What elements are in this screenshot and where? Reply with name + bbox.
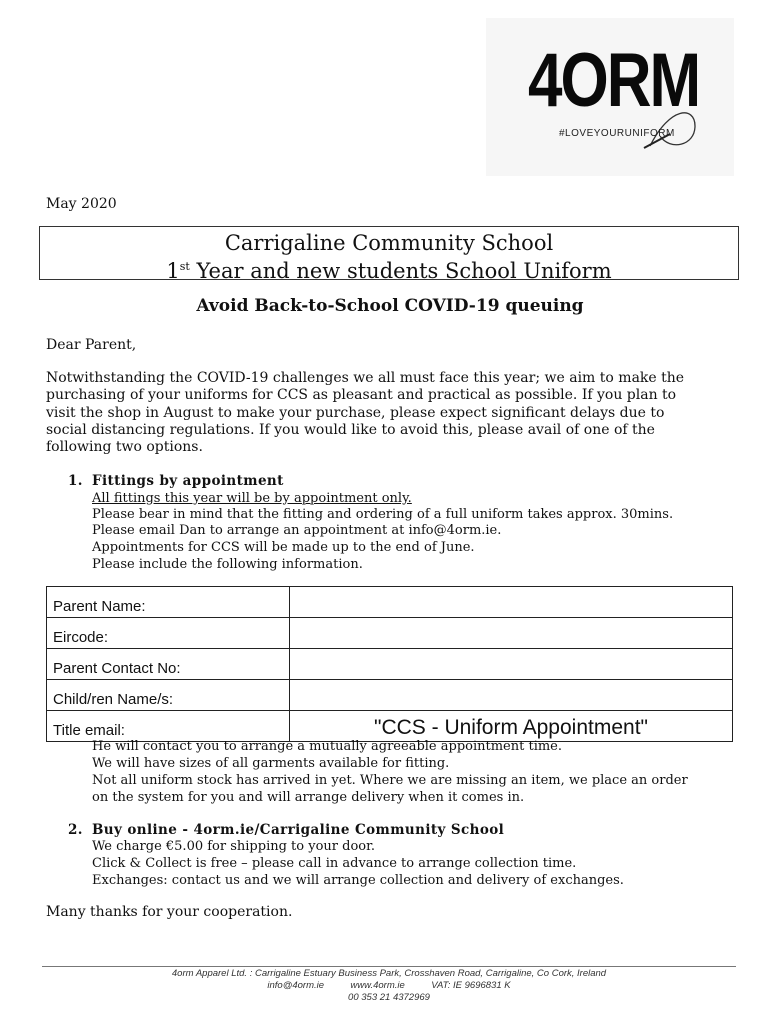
brand-logo: 4ORM (528, 39, 700, 124)
section-2-number: 2. (68, 822, 83, 838)
letter-date: May 2020 (46, 196, 117, 212)
footer-address: 4orm Apparel Ltd. : Carrigaline Estuary Business Park, Crosshaven Road, Carrigaline, Co Cork, Ireland (171, 968, 607, 979)
info-bullet: He will contact you to arrange a mutually agreeable appointment time. (92, 739, 563, 754)
section-1-bullet: Appointments for CCS will be made up to the end of June. (92, 540, 475, 555)
info-bullet-continued: on the system for you and will arrange delivery when it comes in. (92, 790, 525, 805)
intro-line: following two options. (46, 439, 203, 456)
parent-name-label: Parent Name: (47, 587, 290, 618)
form-row (47, 587, 733, 618)
form-row (47, 680, 733, 711)
form-row (47, 618, 733, 649)
parent-info-form (46, 586, 733, 742)
footer-divider (42, 966, 736, 967)
closing-line: Many thanks for your cooperation. (46, 904, 293, 920)
parent-name-field[interactable] (290, 587, 733, 618)
section-2-title: Buy online - 4orm.ie/Carrigaline Community School (92, 822, 505, 838)
parent-contact-label: Parent Contact No: (47, 649, 290, 680)
eircode-field[interactable] (290, 618, 733, 649)
section-1-number: 1. (68, 473, 83, 489)
children-names-field[interactable] (290, 680, 733, 711)
title-email-value: "CCS - Uniform Appointment" (290, 711, 733, 742)
form-row (47, 711, 733, 742)
title-email-label: Title email: (47, 711, 290, 742)
info-bullet: Not all uniform stock has arrived in yet. Where we are missing an item, we place an order (92, 773, 688, 788)
section-2-bullet: Exchanges: contact us and we will arrange collection and delivery of exchanges. (92, 873, 624, 888)
section-1-note: Please bear in mind that the fitting and ordering of a full uniform takes approx. 30mins. (92, 507, 674, 522)
page-heading: Avoid Back-to-School COVID-19 queuing (196, 296, 584, 316)
footer-contact: info@4orm.ie www.4orm.ie VAT: IE 9696831 K (267, 980, 511, 991)
section-2-bullet: We charge €5.00 for shipping to your door. (92, 839, 376, 854)
section-1-bullet: Please email Dan to arrange an appointment at info@4orm.ie. (92, 523, 502, 538)
logo-tagline: #LOVEYOURUNIFORM (559, 128, 675, 139)
section-1-underlined-note: All fittings this year will be by appointment only. (92, 491, 412, 506)
intro-line: Notwithstanding the COVID-19 challenges we all must face this year; we aim to make the (46, 370, 685, 386)
intro-line: purchasing of your uniforms for CCS as pleasant and practical as possible. If you plan to (46, 387, 677, 404)
section-1-bullet: Please include the following information. (92, 557, 363, 572)
intro-line: social distancing regulations. If you would like to avoid this, please avail of one of the (46, 421, 655, 438)
salutation: Dear Parent, (46, 337, 137, 353)
section-2-bullet: Click & Collect is free – please call in advance to arrange collection time. (92, 856, 577, 871)
footer-phone: 00 353 21 4372969 (348, 992, 430, 1003)
school-name: Carrigaline Community School (224, 231, 554, 255)
title-box (39, 226, 739, 283)
intro-line: visit the shop in August to make your purchase, please expect significant delays due to (46, 404, 665, 421)
info-bullet: We will have sizes of all garments available for fitting. (92, 756, 450, 771)
section-1-title: Fittings by appointment (92, 473, 284, 489)
parent-contact-field[interactable] (290, 649, 733, 680)
children-names-label: Child/ren Name/s: (47, 680, 290, 711)
eircode-label: Eircode: (47, 618, 290, 649)
uniform-title: 1st Year and new students School Uniform (166, 259, 612, 283)
form-row (47, 649, 733, 680)
intro-paragraph (46, 370, 734, 456)
